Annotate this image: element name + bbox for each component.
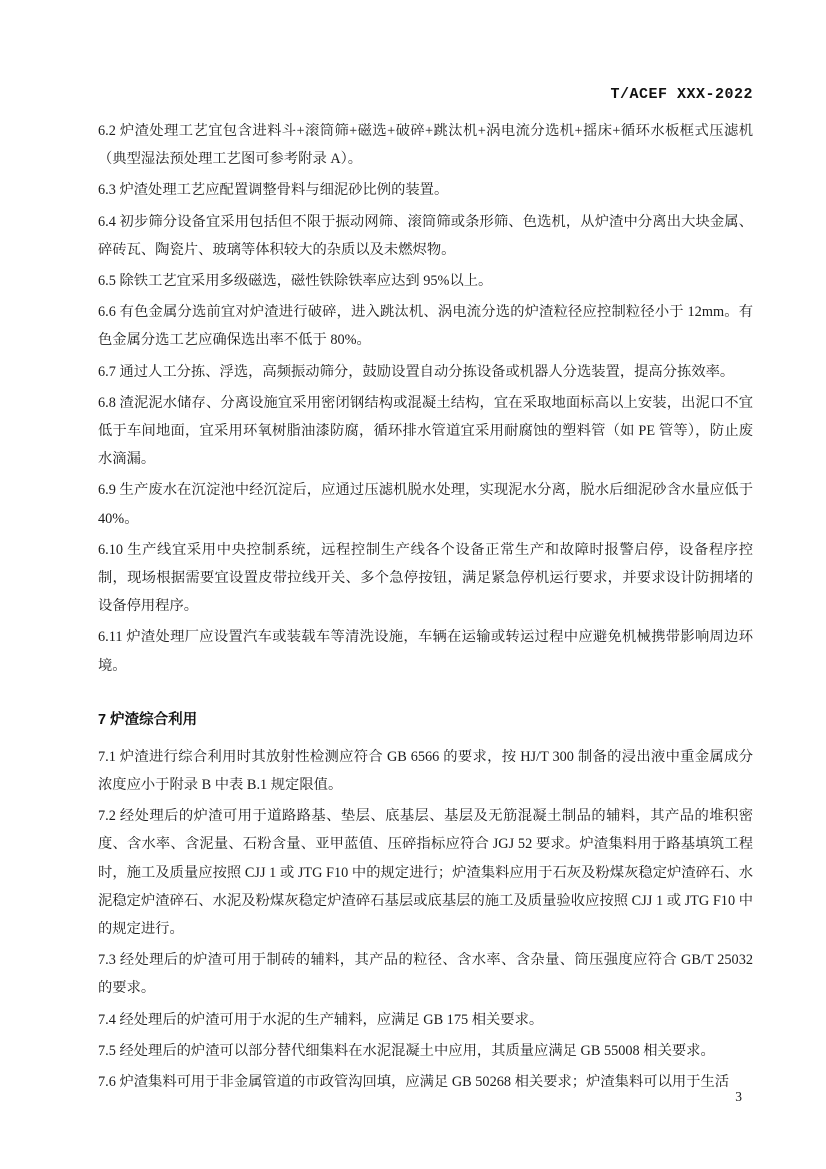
clause-6-7: 6.7 通过人工分拣、浮选，高频振动筛分，鼓励设置自动分拣设备或机器人分选装置，提高分拣效率。 [98, 363, 735, 380]
clause-7-2: 7.2 经处理后的炉渣可用于道路路基、垫层、底基层、基层及无筋混凝土制品的辅料，其产品的堆积密度、含水率、含泥量、石粉含量、亚甲蓝值、压碎指标应符合 JGJ 52 要求。炉渣集料用于路基填筑工程时，施工及质量应按照 CJJ 1 或 JTG F10 中的规定进行；炉渣集料应用于石灰及粉煤灰稳定炉渣碎石、水泥稳定炉渣碎石、水泥及粉煤灰稳定炉渣碎石基层或底基层的施工及质量验收应按照 CJJ 1 或 JTG F10 中的规定进行。 [98, 808, 753, 938]
clause-6-8: 6.8 渣泥泥水储存、分离设施宜采用密闭钢结构或混凝土结构，宜在采取地面标高以上安装，出泥口不宜低于车间地面，宜采用环氧树脂油漆防腐，循环排水管道宜采用耐腐蚀的塑料管（如 PE 管等），防止废水滴漏。 [98, 394, 753, 468]
clause-6-2: 6.2 炉渣处理工艺宜包含进料斗+滚筒筛+磁选+破碎+跳汰机+涡电流分选机+摇床+循环水板框式压滤机（典型湿法预处理工艺图可参考附录 A）。 [98, 123, 753, 168]
clause-6-3: 6.3 炉渣处理工艺应配置调整骨料与细泥砂比例的装置。 [98, 182, 449, 199]
section-heading-7: 7 炉渣综合利用 [98, 711, 198, 728]
clause-6-9: 6.9 生产废水在沉淀池中经沉淀后，应通过压滤机脱水处理，实现泥水分离，脱水后细泥砂含水量应低于 40%。 [98, 482, 753, 527]
clause-7-4: 7.4 经处理后的炉渣可用于水泥的生产辅料，应满足 GB 175 相关要求。 [98, 1011, 544, 1028]
clause-6-11: 6.11 炉渣处理厂应设置汽车或装载车等清洗设施，车辆在运输或转运过程中应避免机械携带影响周边环境。 [98, 629, 753, 674]
clause-6-6: 6.6 有色金属分选前宜对炉渣进行破碎，进入跳汰机、涡电流分选的炉渣粒径应控制粒径小于 12mm。有色金属分选工艺应确保选出率不低于 80%。 [98, 304, 753, 349]
doc-header-code: T/ACEF XXX-2022 [610, 86, 753, 103]
document-body [98, 117, 753, 1099]
clause-7-1: 7.1 炉渣进行综合利用时其放射性检测应符合 GB 6566 的要求，按 HJ/T 300 制备的浸出液中重金属成分浓度应小于附录 B 中表 B.1 规定限值。 [98, 748, 753, 794]
clause-6-4: 6.4 初步筛分设备宜采用包括但不限于振动网筛、滚筒筛或条形筛、色选机，从炉渣中分离出大块金属、碎砖瓦、陶瓷片、玻璃等体积较大的杂质以及未燃烬物。 [98, 213, 753, 258]
clause-7-5: 7.5 经处理后的炉渣可以部分替代细集料在水泥混凝土中应用，其质量应满足 GB 55008 相关要求。 [98, 1042, 715, 1059]
clause-7-6: 7.6 炉渣集料可用于非金属管道的市政管沟回填，应满足 GB 50268 相关要求；炉渣集料可以用于生活 [98, 1074, 730, 1091]
clause-6-5: 6.5 除铁工艺宜采用多级磁选，磁性铁除铁率应达到 95%以上。 [98, 273, 493, 290]
clause-6-10: 6.10 生产线宜采用中央控制系统，远程控制生产线各个设备正常生产和故障时报警启停，设备程序控制，现场根据需要宜设置皮带拉线开关、多个急停按钮，满足紧急停机运行要求，并要求设计防拥堵的设备停用程序。 [98, 541, 753, 615]
clause-7-3: 7.3 经处理后的炉渣可用于制砖的辅料，其产品的粒径、含水率、含杂量、筒压强度应符合 GB/T 25032 的要求。 [98, 952, 753, 997]
page-number: 3 [735, 1089, 742, 1104]
